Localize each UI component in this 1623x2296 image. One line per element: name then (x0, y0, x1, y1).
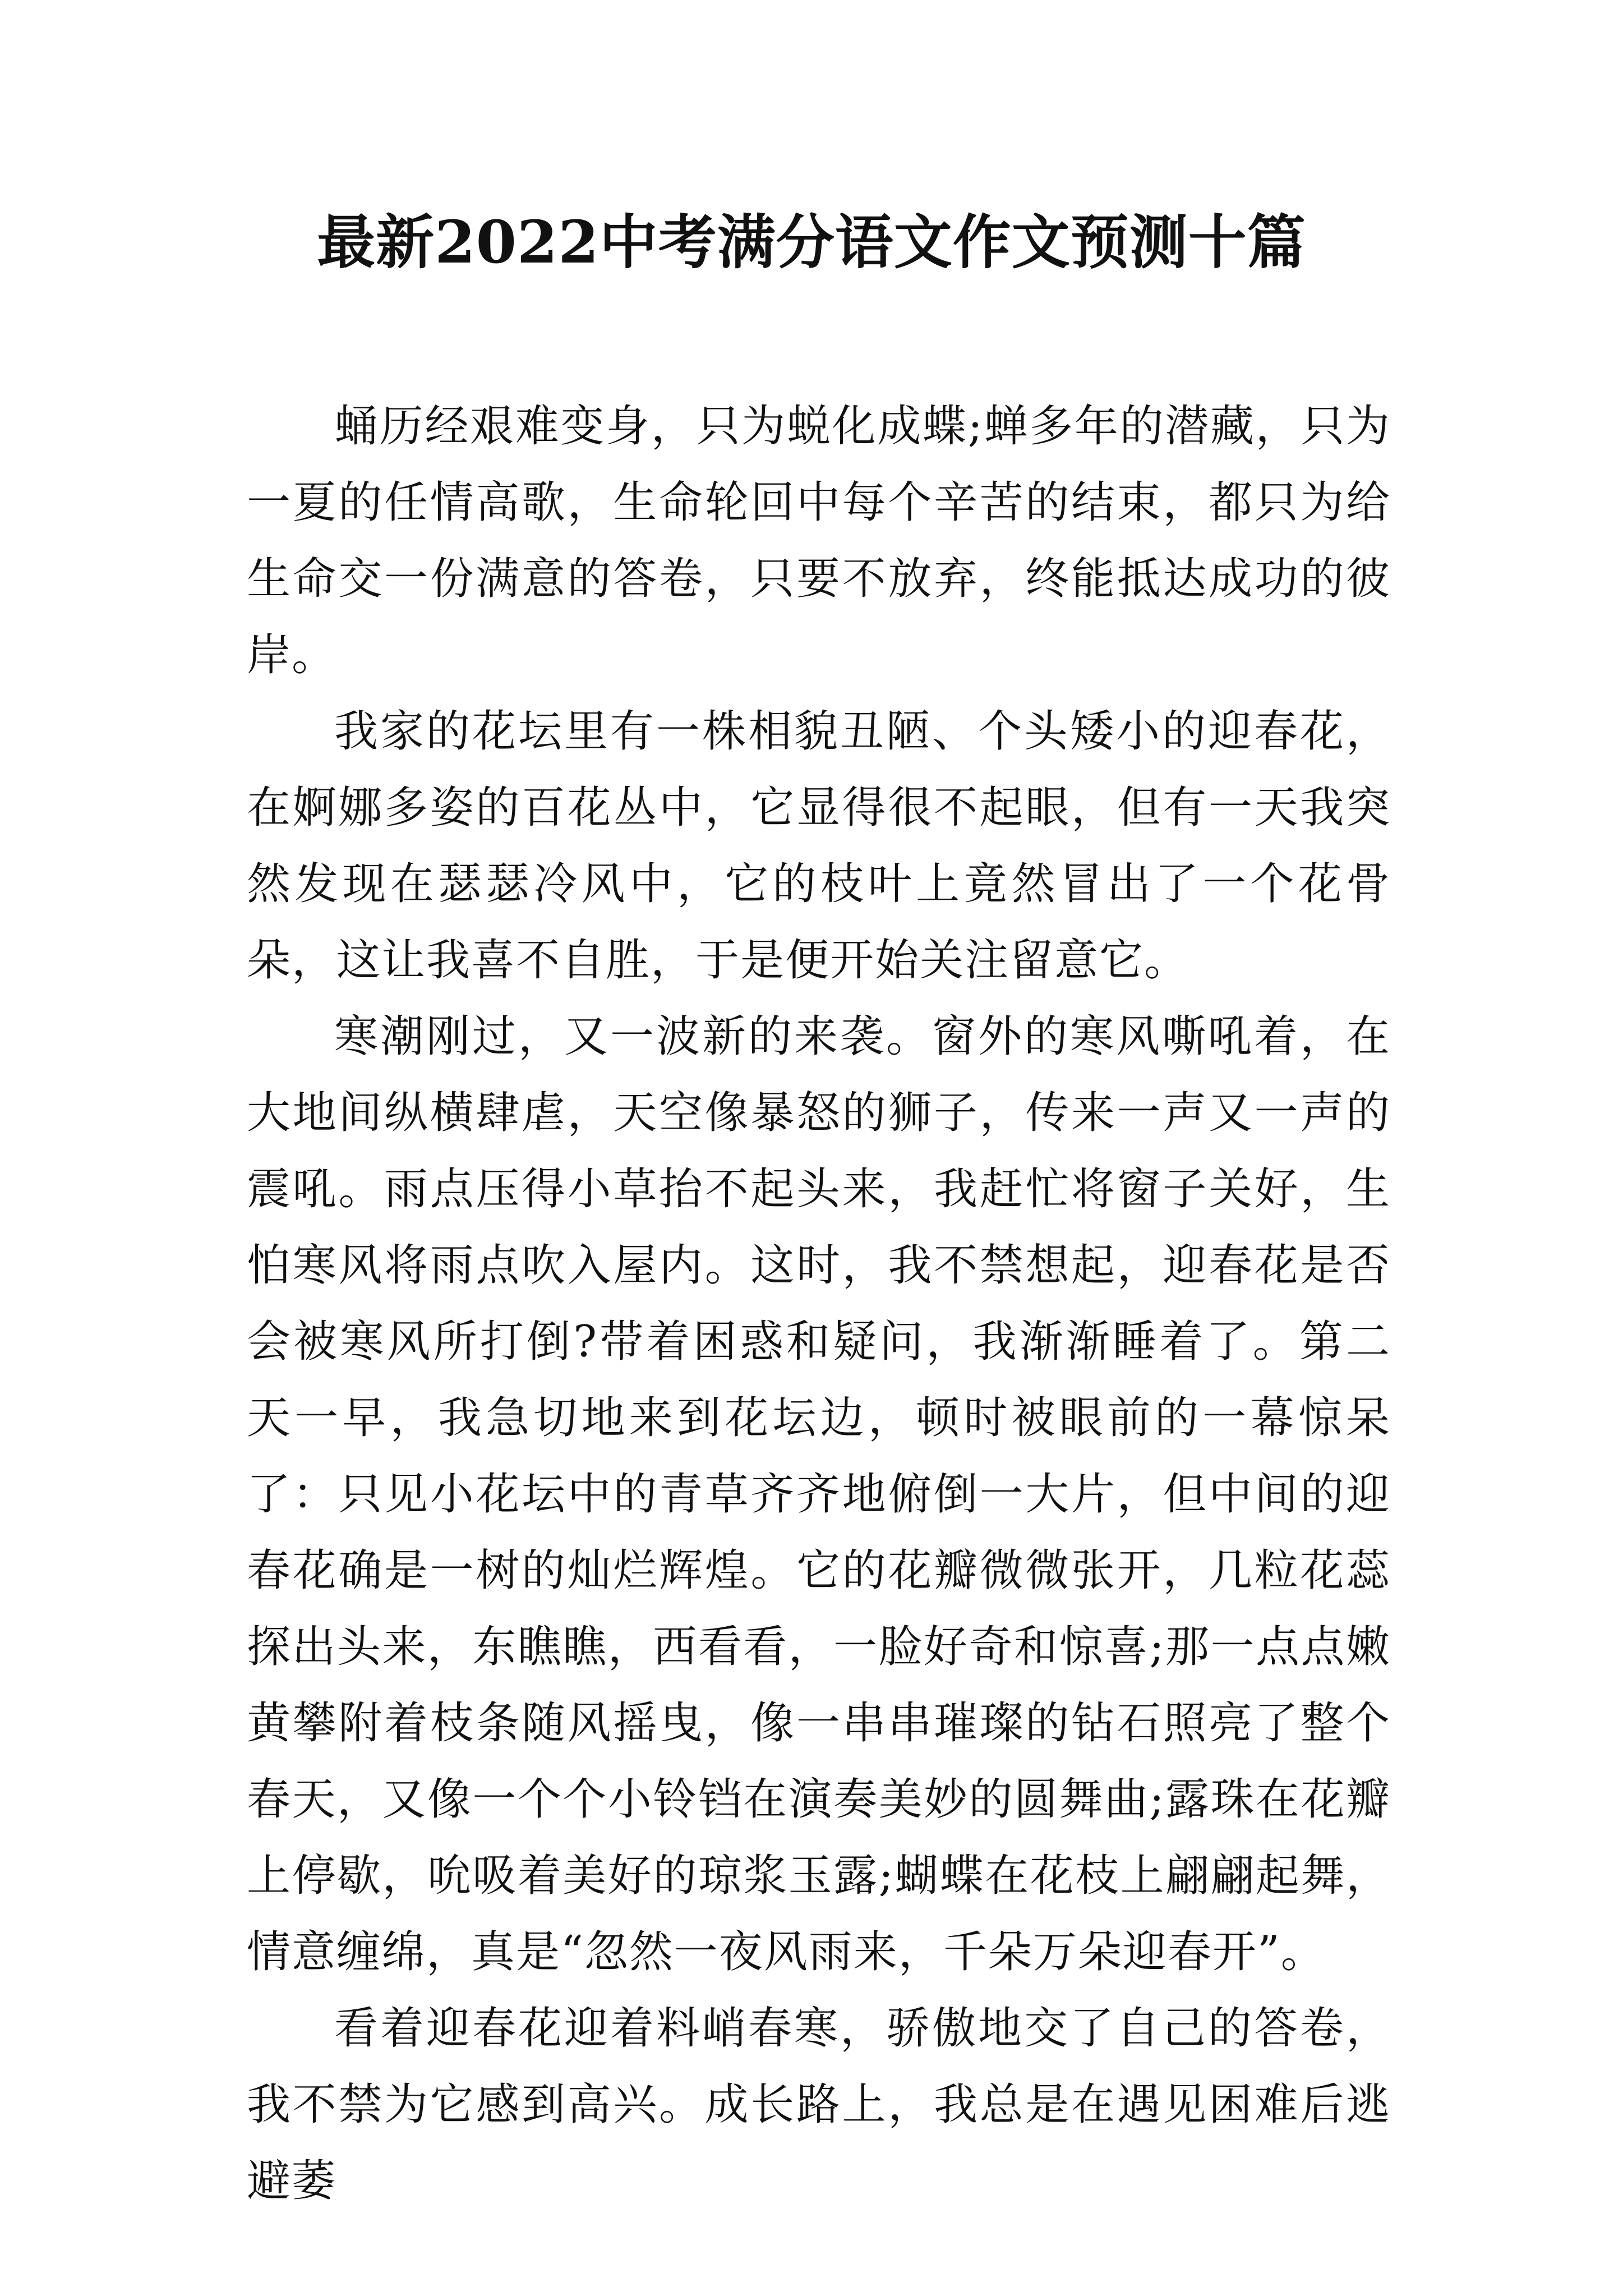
paragraph-4: 看着迎春花迎着料峭春寒，骄傲地交了自己的答卷，我不禁为它感到高兴。成长路上，我总是在遇见困难后逃避萎 (247, 2003, 1391, 2206)
document-title: 最新2022中考满分语文作文预测十篇 (317, 208, 1306, 277)
paragraph-2: 我家的花坛里有一株相貌丑陋、个头矮小的迎春花，在婀娜多姿的百花丛中，它显得很不起眼，但有一天我突然发现在瑟瑟冷风中，它的枝叶上竟然冒出了一个花骨朵，这让我喜不自胜，于是便开始关注留意它。 (247, 706, 1391, 986)
document-body (247, 388, 1391, 2219)
paragraph-3: 寒潮刚过，又一波新的来袭。窗外的寒风嘶吼着，在大地间纵横肆虐，天空像暴怒的狮子，传来一声又一声的震吼。雨点压得小草抬不起头来，我赶忙将窗子关好，生怕寒风将雨点吹入屋内。这时，我不禁想起，迎春花是否会被寒风所打倒?带着困惑和疑问，我渐渐睡着了。第二天一早，我急切地来到花坛边，顿时被眼前的一幕惊呆了：只见小花坛中的青草齐齐地俯倒一大片，但中间的迎春花确是一树的灿烂辉煌。它的花瓣微微张开，几粒花蕊探出头来，东瞧瞧，西看看，一脸好奇和惊喜;那一点点嫩黄攀附着枝条随风摇曳，像一串串璀璨的钻石照亮了整个春天，又像一个个小铃铛在演奏美妙的圆舞曲;露珠在花瓣上停歇，吮吸着美好的琼浆玉露;蝴蝶在花枝上翩翩起舞，情意缠绵，真是“忽然一夜风雨来，千朵万朵迎春开”。 (247, 1011, 1391, 1977)
paragraph-1: 蛹历经艰难变身，只为蜕化成蝶;蝉多年的潜藏，只为一夏的任情高歌，生命轮回中每个辛苦的结束，都只为给生命交一份满意的答卷，只要不放弃，终能抵达成功的彼岸。 (247, 401, 1391, 680)
